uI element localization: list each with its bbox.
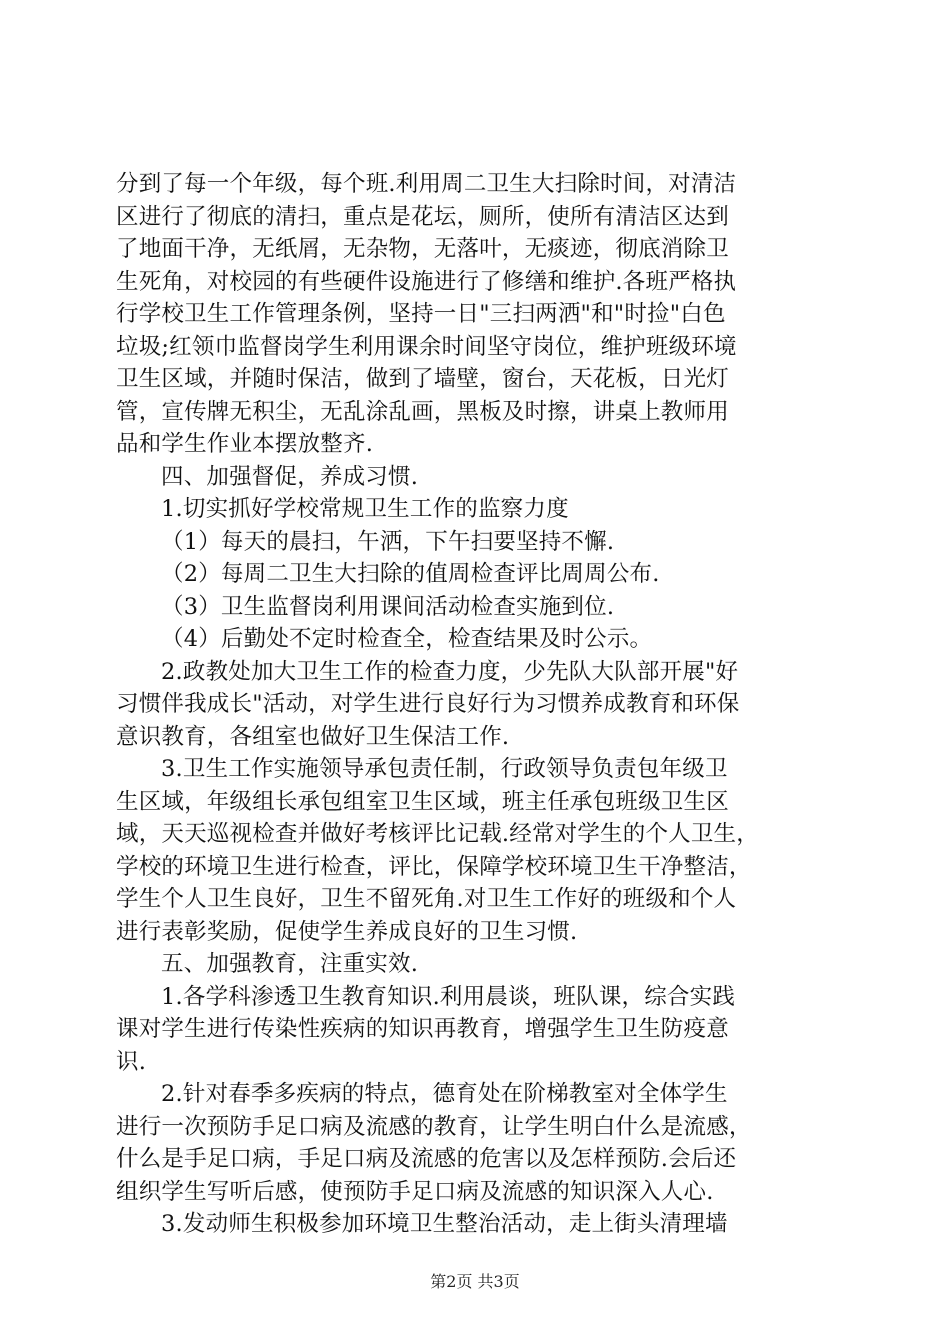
text-line: 进行一次预防手足口病及流感的教育，让学生明白什么是流感，: [116, 1113, 752, 1140]
text-line: 什么是手足口病，手足口病及流感的危害以及怎样预防.会后还: [116, 1146, 737, 1172]
text-line: 课对学生进行传染性疾病的知识再教育，增强学生卫生防疫意: [116, 1016, 729, 1042]
text-line: 分到了每一个年级，每个班.利用周二卫生大扫除时间，对清洁: [116, 171, 737, 197]
text-line: 学生个人卫生良好，卫生不留死角.对卫生工作好的班级和个人: [116, 886, 737, 912]
text-line: 组织学生写听后感，使预防手足口病及流感的知识深入人心.: [116, 1178, 714, 1205]
page-footer: 第2页 共3页: [430, 1272, 520, 1291]
list-item: （2）每周二卫生大扫除的值周检查评比周周公布.: [161, 561, 660, 587]
text-line: 识.: [116, 1048, 147, 1075]
section-heading: 五、加强教育，注重实效.: [161, 951, 419, 977]
text-line: 域，天天巡视检查并做好考核评比记载.经常对学生的个人卫生，: [116, 821, 759, 847]
text-line: 2.政教处加大卫生工作的检查力度，少先队大队部开展"好: [161, 658, 739, 685]
text-line: 区进行了彻底的清扫，重点是花坛，厕所，使所有清洁区达到: [116, 203, 729, 230]
text-line: 1.切实抓好学校常规卫生工作的监察力度: [161, 496, 569, 522]
text-line: 管，宣传牌无积尘，无乱涂乱画，黑板及时擦，讲桌上教师用: [116, 398, 729, 425]
text-line: 生区域，年级组长承包组室卫生区域，班主任承包班级卫生区: [116, 788, 729, 815]
text-line: 3.发动师生积极参加环境卫生整治活动，走上街头清理墙: [161, 1211, 728, 1237]
list-item: （1）每天的晨扫，午洒，下午扫要坚持不懈.: [161, 528, 615, 555]
text-line: 生死角，对校园的有些硬件设施进行了修缮和维护.各班严格执: [116, 268, 737, 295]
text-line: 学校的环境卫生进行检查，评比，保障学校环境卫生干净整洁，: [116, 853, 752, 880]
document-body: [116, 168, 836, 1241]
text-line: 了地面干净，无纸屑，无杂物，无落叶，无痰迹，彻底消除卫: [116, 236, 729, 262]
text-line: 进行表彰奖励，促使学生养成良好的卫生习惯.: [116, 918, 578, 945]
text-line: 卫生区域，并随时保洁，做到了墙壁，窗台，天花板，日光灯: [116, 366, 729, 392]
text-line: 习惯伴我成长"活动，对学生进行良好行为习惯养成教育和环保: [116, 691, 740, 717]
list-item: （3）卫生监督岗利用课间活动检查实施到位.: [161, 593, 615, 620]
text-line: 垃圾;红领巾监督岗学生利用课余时间坚守岗位，维护班级环境: [116, 333, 737, 360]
text-line: 意识教育，各组室也做好卫生保洁工作.: [116, 723, 510, 750]
section-heading: 四、加强督促，养成习惯.: [161, 463, 419, 490]
text-line: 1.各学科渗透卫生教育知识.利用晨谈，班队课，综合实践: [161, 983, 736, 1010]
text-line: 2.针对春季多疾病的特点，德育处在阶梯教室对全体学生: [161, 1081, 728, 1107]
text-line: 品和学生作业本摆放整齐.: [116, 431, 374, 457]
text-line: 行学校卫生工作管理条例，坚持一日"三扫两洒"和"时捡"白色: [116, 301, 726, 327]
text-line: 3.卫生工作实施领导承包责任制，行政领导负责包年级卫: [161, 756, 728, 782]
list-item: （4）后勤处不定时检查全，检查结果及时公示。: [161, 626, 653, 652]
